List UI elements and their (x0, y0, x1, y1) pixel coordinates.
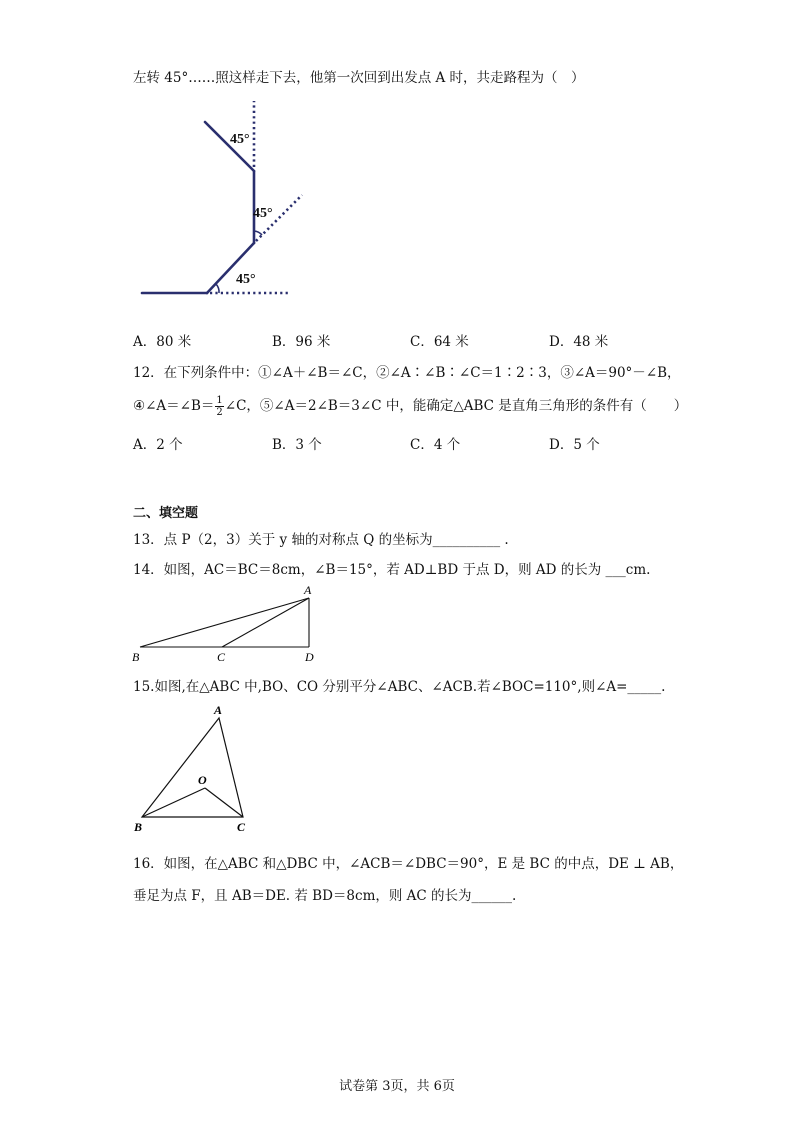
question-13: 13．点 P（2，3）关于 y 轴的对称点 Q 的坐标为__________ . (133, 532, 509, 548)
q11-option-a: A．80 米 (133, 334, 192, 350)
q11-option-c: C．64 米 (410, 334, 469, 350)
q12-option-c: C．4 个 (410, 437, 461, 453)
segment-bo (142, 788, 205, 817)
label-a: A (214, 703, 223, 717)
fraction-one-half (215, 395, 223, 418)
question-12-line-2 (133, 394, 687, 418)
q12-condition-4-end: ∠C，⑤∠A＝2∠B＝3∠C 中，能确定△ABC 是直角三角形的条件有（ ） (224, 398, 688, 414)
question-16-line-2: 垂足为点 F，且 AB＝DE. 若 BD＝8cm，则 AC 的长为______. (133, 888, 517, 904)
figure-q15-triangle (130, 700, 260, 840)
question-14: 14．如图，AC＝BC＝8cm，∠B＝15°，若 AD⊥BD 于点 D，则 AD 的长为 ___cm. (133, 562, 651, 578)
label-b: B (134, 820, 143, 834)
label-c: C (217, 650, 226, 664)
question-15: 15.如图,在△ABC 中,BO、CO 分别平分∠ABC、∠ACB.若∠BOC=110°,则∠A=_____. (133, 679, 666, 695)
angle-label-1: 45° (236, 272, 256, 287)
section-title-fill-in: 二、填空题 (133, 506, 199, 521)
angle-arc-1 (216, 284, 219, 293)
triangle-abc (142, 718, 243, 817)
label-d: D (305, 650, 314, 664)
label-o: O (198, 773, 207, 787)
figure-q11-walking-path (130, 95, 320, 305)
question-12-line-1: 12．在下列条件中：①∠A＋∠B＝∠C，②∠A∶∠B∶∠C＝1∶2∶3，③∠A＝90°－∠B， (133, 365, 681, 381)
page-footer: 试卷第 3页，共 6页 (339, 1079, 455, 1094)
q12-option-b: B．3 个 (272, 437, 322, 453)
fraction-numerator: 1 (216, 395, 223, 406)
q11-option-d: D．48 米 (549, 334, 609, 350)
q12-condition-4-start: ④∠A＝∠B＝ (133, 398, 215, 414)
segment-ca (222, 598, 309, 647)
label-a: A (304, 583, 312, 597)
q12-option-d: D．5 个 (549, 437, 600, 453)
segment-ba (140, 598, 309, 647)
label-b: B (132, 650, 140, 664)
figure-q14-triangle (128, 582, 328, 666)
q11-option-b: B．96 米 (272, 334, 331, 350)
angle-label-3: 45° (230, 132, 250, 147)
question-16-line-1: 16．如图，在△ABC 和△DBC 中，∠ACB＝∠DBC＝90°，E 是 BC 的中点，DE ⊥ AB， (133, 856, 684, 872)
angle-label-2: 45° (253, 206, 273, 221)
q12-option-a: A．2 个 (133, 437, 183, 453)
fraction-denominator: 2 (216, 407, 223, 418)
question-11-continuation: 左转 45°……照这样走下去，他第一次回到出发点 A 时，共走路程为（ ） (133, 70, 585, 86)
label-c: C (237, 820, 246, 834)
